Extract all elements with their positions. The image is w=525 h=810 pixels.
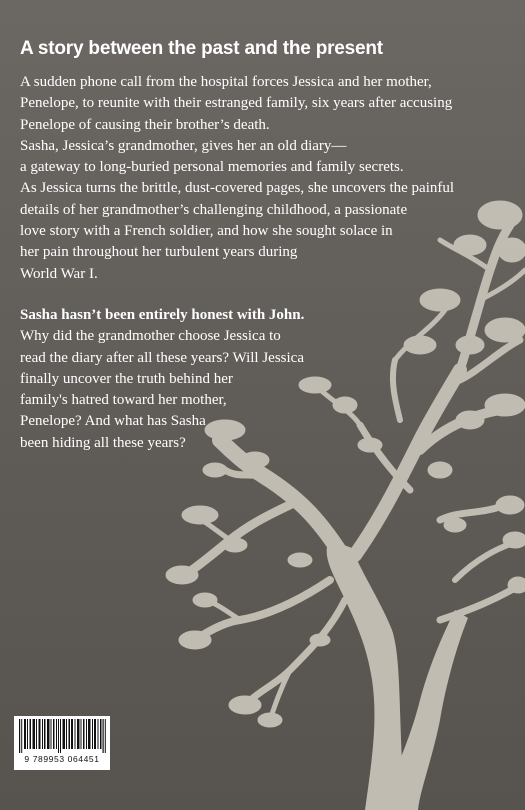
synopsis-line: a gateway to long-buried personal memories and family secrets. — [20, 159, 404, 176]
synopsis-line: Penelope of causing their brother’s death. — [20, 116, 270, 133]
teaser-line: been hiding all these years? — [20, 434, 186, 451]
synopsis-paragraph — [20, 72, 520, 285]
isbn-number: 9 789953 064451 — [24, 754, 100, 764]
teaser-paragraph — [20, 305, 520, 454]
teaser-line: Penelope? And what has Sasha — [20, 413, 206, 430]
teaser-line: read the diary after all these years? Will Jessica — [20, 349, 304, 366]
teaser-line: Why did the grandmother choose Jessica to — [20, 328, 281, 345]
synopsis-line: her pain throughout her turbulent years during — [20, 244, 298, 261]
barcode-icon — [17, 719, 107, 753]
synopsis-line: Penelope, to reunite with their estranged family, six years after accusing — [20, 95, 453, 112]
teaser-line: finally uncover the truth behind her — [20, 370, 233, 387]
synopsis-line: A sudden phone call from the hospital forces Jessica and her mother, — [20, 74, 432, 90]
teaser-lead: Sasha hasn’t been entirely honest with John. — [20, 307, 305, 323]
synopsis-line: As Jessica turns the brittle, dust-covered pages, she uncovers the painful — [20, 180, 455, 197]
cover-heading: A story between the past and the present — [20, 38, 383, 59]
synopsis-line: Sasha, Jessica’s grandmother, gives her an old diary— — [20, 137, 347, 154]
synopsis-line: World War I. — [20, 265, 98, 282]
isbn-barcode — [14, 716, 110, 770]
teaser-line: family's hatred toward her mother, — [20, 392, 227, 409]
synopsis-line: love story with a French soldier, and how she sought solace in — [20, 223, 393, 240]
synopsis-line: details of her grandmother’s challenging childhood, a passionate — [20, 201, 408, 218]
